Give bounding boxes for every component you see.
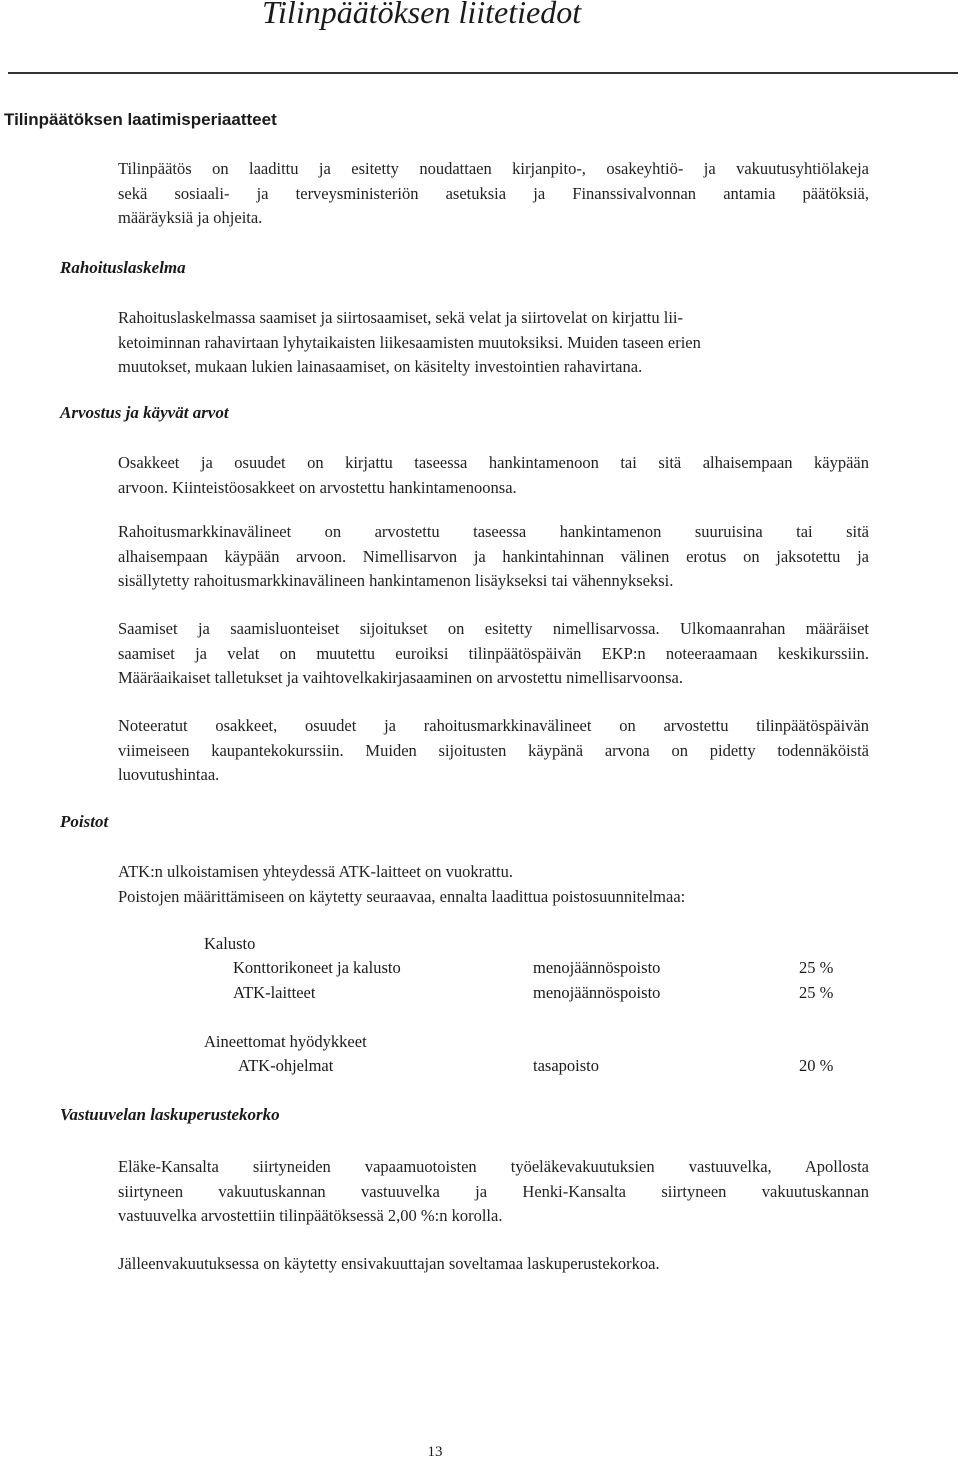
depreciation-method: tasapoisto	[533, 1056, 599, 1075]
cashflow-line: muutokset, mukaan lukien lainasaamiset, on käsitelty investointien rahavirtana.	[118, 357, 643, 376]
valuation-line: Noteeratut osakkeet, osuudet ja rahoitusmarkkinavälineet on arvostettu tilinpäätöspäivän	[118, 716, 869, 735]
liability-line: Eläke-Kansalta siirtyneiden vapaamuotoisten työeläkevakuutuksien vastuuvelka, Apollosta	[118, 1157, 869, 1176]
liability-paragraph-2	[118, 1252, 869, 1277]
depreciation-line: ATK:n ulkoistamisen yhteydessä ATK-laitteet on vuokrattu.	[118, 862, 514, 881]
liability-paragraph-1	[118, 1155, 869, 1229]
depreciation-line: Poistojen määrittämiseen on käytetty seuraavaa, ennalta laadittua poistosuunnitelmaa:	[118, 886, 686, 906]
liability-line: siirtyneen vakuutuskannan vastuuvelka ja Henki-Kansalta siirtyneen vakuutuskannan	[118, 1181, 869, 1201]
cashflow-line: ketoiminnan rahavirtaan lyhytaikaisten liikesaamisten muutoksiksi. Muiden taseen erien	[118, 332, 701, 352]
depreciation-method: menojäännöspoisto	[533, 958, 661, 977]
depreciation-item: ATK-laitteet	[233, 983, 316, 1002]
depreciation-group-label: Kalusto	[204, 934, 256, 953]
valuation-line: saamiset ja velat on muutettu euroiksi tilinpäätöspäivän EKP:n noteeraamaan keskikurssiin.	[118, 643, 869, 663]
depreciation-heading: Poistot	[60, 812, 109, 831]
valuation-paragraph-4	[118, 714, 869, 788]
valuation-paragraph-2	[118, 520, 869, 594]
cashflow-heading: Rahoituslaskelma	[60, 258, 186, 277]
depreciation-paragraph	[118, 860, 869, 909]
valuation-line: Rahoitusmarkkinavälineet on arvostettu taseessa hankintamenon suuruisina tai sitä	[118, 522, 869, 541]
title-rule	[8, 72, 958, 74]
principles-heading: Tilinpäätöksen laatimisperiaatteet	[4, 110, 277, 129]
liability-line: Jälleenvakuutuksessa on käytetty ensivakuuttajan soveltamaa laskuperustekorkoa.	[118, 1254, 660, 1273]
valuation-line: arvoon. Kiinteistöosakkeet on arvostettu hankintamenoonsa.	[118, 477, 517, 497]
valuation-paragraph-1	[118, 451, 869, 500]
intro-paragraph	[118, 157, 869, 231]
depreciation-method: menojäännöspoisto	[533, 983, 661, 1002]
valuation-line: Saamiset ja saamisluonteiset sijoitukset on esitetty nimellisarvossa. Ulkomaanrahan määräiset	[118, 619, 869, 638]
valuation-paragraph-3	[118, 617, 869, 691]
depreciation-group-label: Aineettomat hyödykkeet	[204, 1032, 367, 1051]
depreciation-rate: 25 %	[799, 983, 834, 1002]
cashflow-line: Rahoituslaskelmassa saamiset ja siirtosaamiset, sekä velat ja siirtovelat on kirjattu lii-	[118, 308, 683, 327]
valuation-line: luovutushintaa.	[118, 765, 220, 784]
valuation-heading: Arvostus ja käyvät arvot	[60, 403, 229, 422]
document-title: Tilinpäätöksen liitetiedot	[262, 0, 582, 30]
valuation-line: Osakkeet ja osuudet on kirjattu taseessa hankintamenoon tai sitä alhaisempaan käypään	[118, 453, 869, 472]
liability-rate-heading: Vastuuvelan laskuperustekorko	[60, 1105, 280, 1124]
intro-line: sekä sosiaali- ja terveysministeriön asetuksia ja Finanssivalvonnan antamia päätöksiä,	[118, 183, 869, 203]
valuation-line: alhaisempaan käypään arvoon. Nimellisarvon ja hankintahinnan välinen erotus on jaksotettu ja	[118, 546, 869, 566]
depreciation-rate: 20 %	[799, 1056, 834, 1075]
valuation-line: Määräaikaiset talletukset ja vaihtovelkakirjasaaminen on arvostettu nimellisarvoonsa.	[118, 668, 683, 687]
page-number: 13	[427, 1444, 443, 1460]
depreciation-rate: 25 %	[799, 958, 834, 977]
intro-line: Tilinpäätös on laadittu ja esitetty noudattaen kirjanpito-, osakeyhtiö- ja vakuutusyhtiölakeja	[118, 159, 869, 178]
cashflow-paragraph	[118, 306, 869, 380]
valuation-line: sisällytetty rahoitusmarkkinavälineen hankintamenon lisäykseksi tai vähennykseksi.	[118, 571, 674, 590]
depreciation-item: ATK-ohjelmat	[238, 1056, 334, 1075]
liability-line: vastuuvelka arvostettiin tilinpäätöksessä 2,00 %:n korolla.	[118, 1206, 503, 1225]
valuation-line: viimeiseen kaupantekokurssiin. Muiden sijoitusten käypänä arvona on pidetty todennäköistä	[118, 740, 869, 760]
intro-line: määräyksiä ja ohjeita.	[118, 208, 263, 227]
depreciation-item: Konttorikoneet ja kalusto	[233, 958, 401, 977]
